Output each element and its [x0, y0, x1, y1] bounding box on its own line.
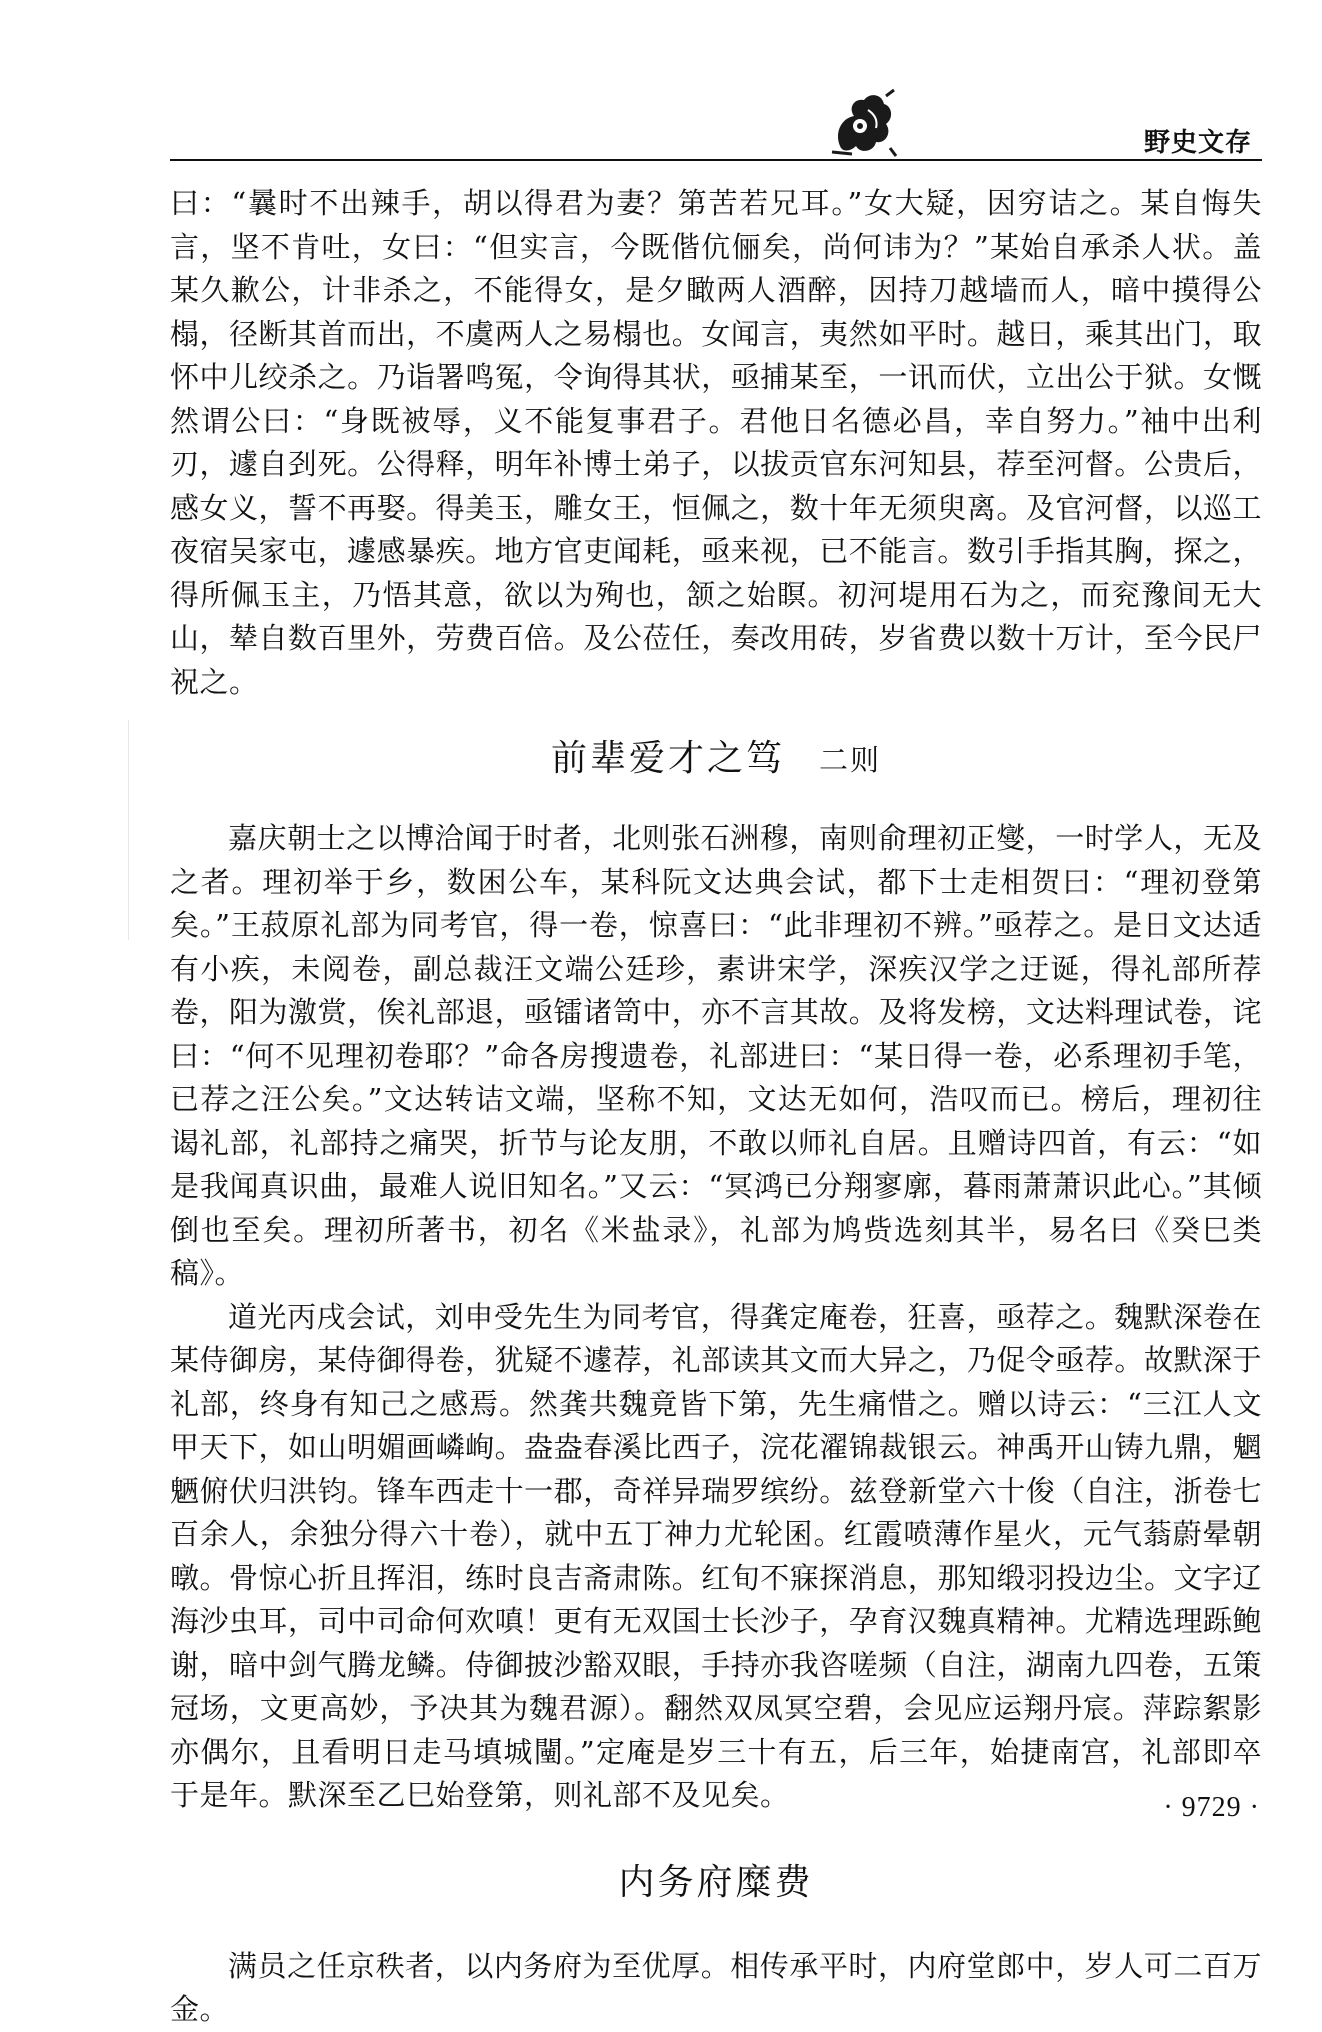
section-heading — [170, 1854, 1262, 1905]
continued-paragraph: 曰：“曩时不出辣手，胡以得君为妻？第苦若兄耳。”女大疑，因穷诘之。某自悔失言，坚不肯吐，女曰：“但实言，今既偕伉俪矣，尚何讳为？”某始自承杀人状。盖某久歉公，计非杀之，不能得女，是夕瞰两人酒醉，因持刀越墙而人，暗中摸得公榻，径断其首而出，不虞两人之易榻也。女闻言，夷然如平时。越日，乘其出门，取怀中儿绞杀之。乃诣署鸣冤，令询得其状，亟捕某至，一讯而伏，立出公于狱。女慨然谓公曰：“身既被辱，义不能复事君子。君他日名德必昌，幸自努力。”袖中出利刃，遽自刭死。公得释，明年补博士弟子，以拔贡官东河知县，荐至河督。公贵后，感女义，誓不再娶。得美玉，雕女王，恒佩之，数十年无须臾离。及官河督，以巡工夜宿吴家屯，遽感暴疾。地方官吏闻耗，亟来视，已不能言。数引手指其胸，探之，得所佩玉主，乃悟其意，欲以为殉也，颔之始瞑。初河堤用石为之，而兖豫间无大山，辇自数百里外，劳费百倍。及公莅任，奏改用砖，岁省费以数十万计，至今民尸祝之。 — [170, 186, 1262, 699]
body-paragraph: 道光丙戌会试，刘申受先生为同考官，得龚定庵卷，狂喜，亟荐之。魏默深卷在某侍御房，某侍御得卷，犹疑不遽荐，礼部读其文而大异之，乃促令亟荐。故默深于礼部，终身有知己之感焉。然龚共魏竟皆下第，先生痛惜之。赠以诗云：“三江人文甲天下，如山明媚画嶙峋。盎盎春溪比西子，浣花濯锦裁银云。神禹开山铸九鼎，魍魉俯伏归洪钧。锋车西走十一郡，奇祥异瑞罗缤纷。兹登新堂六十俊（自注，浙卷七百余人，余独分得六十卷），就中五丁神力尤轮囷。红霞喷薄作星火，元气蓊蔚晕朝暾。骨惊心折且挥泪，练时良吉斋肃陈。红旬不寐探消息，那知缎羽投边尘。文字辽海沙虫耳，司中司命何欢嗔！更有无双国士长沙子，孕育汉魏真精神。尤精选理跞鲍谢，暗中剑气腾龙鳞。侍御披沙豁双眼，手持亦我咨嗟频（自注，湖南九四卷，五策冠场，文更高妙，予决其为魏君源）。翻然双凤冥空碧，会见应运翔丹宸。萍踪絮影亦偶尔，且看明日走马填城闉。”定庵是岁三十有五，后三年，始捷南宫，礼部即卒于是年。默深至乙巳始登第，则礼部不及见矣。 — [170, 1299, 1262, 1812]
section-subtitle: 二则 — [819, 743, 882, 777]
body-paragraph: 满员之任京秩者，以内务府为至优厚。相传承平时，内府堂郎中，岁人可二百万金。 — [170, 1948, 1262, 2026]
dragon-emblem-icon — [830, 88, 898, 160]
section-heading — [170, 730, 1262, 781]
page-header — [0, 0, 1322, 170]
section-title: 前辈爱才之笃 — [550, 738, 785, 779]
section-title: 内务府糜费 — [618, 1861, 814, 1903]
margin-mark — [128, 720, 129, 940]
series-title: 野史文存 — [1143, 128, 1252, 158]
page-number: · 9729 · — [1163, 1792, 1260, 1823]
body-paragraph: 嘉庆朝士之以博洽闻于时者，北则张石洲穆，南则俞理初正燮，一时学人，无及之者。理初举于乡，数困公车，某科阮文达典会试，都下士走相贺曰：“理初登第矣。”王菽原礼部为同考官，得一卷，惊喜曰：“此非理初不辨。”亟荐之。是日文达适有小疾，未阅卷，副总裁汪文端公廷珍，素讲宋学，深疾汉学之迂诞，得礼部所荐卷，阳为激赏，俟礼部退，亟镭诸笥中，亦不言其故。及将发榜，文达料理试卷，诧曰：“何不见理初卷耶？”命各房搜遗卷，礼部进曰：“某日得一卷，必系理初手笔，已荐之汪公矣。”文达转诘文端，坚称不知，文达无如何，浩叹而已。榜后，理初往谒礼部，礼部持之痛哭，折节与论友朋，不敢以师礼自居。且赠诗四首，有云：“如是我闻真识曲，最难人说旧知名。”又云：“冥鸿已分翔寥廓，暮雨萧萧识此心。”其倾倒也至矣。理初所著书，初名《米盐录》，礼部为鸠赀选刻其半，易名曰《癸巳类稿》。 — [170, 821, 1262, 1290]
header-rule — [170, 159, 1262, 161]
page-body — [170, 182, 1262, 2032]
